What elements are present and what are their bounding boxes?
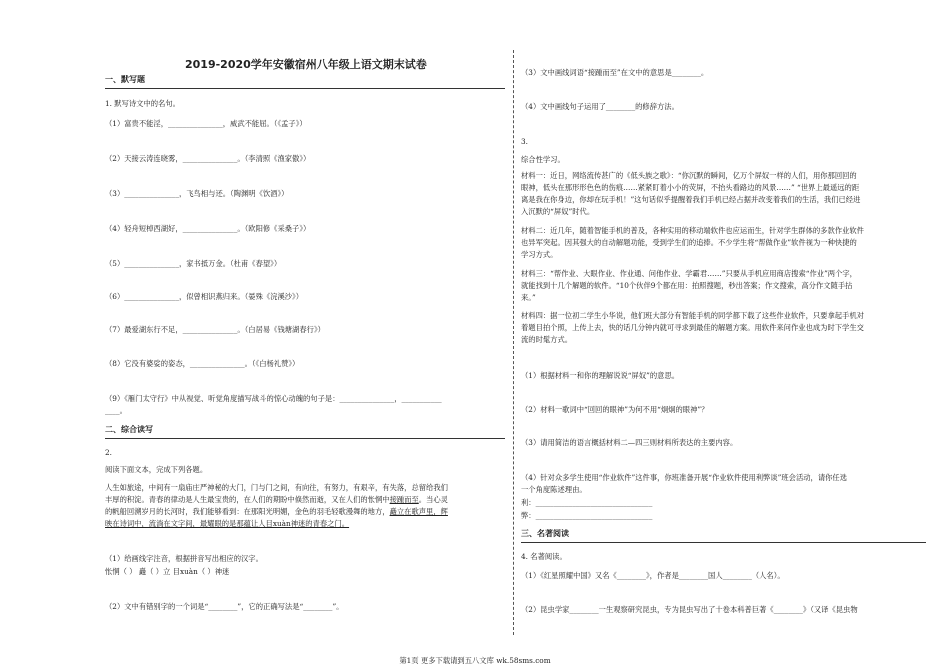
page-title: 2019-2020学年安徽宿州八年级上语文期末试卷: [185, 58, 427, 71]
q2-sub-3: （3）文中画线词语“接踵而至”在文中的意思是________。: [521, 68, 709, 77]
section-heading-dictation: 一、默写题: [105, 75, 145, 84]
q3-material-1-line: 材料一：近日，网络流传甚广的《低头族之歌》：“你沉默的瞬间，亿万个屏奴一样的人们，用你那回回的: [521, 171, 857, 180]
q1-item-3: （3）_______________，飞鸟相与还。（陶渊明《饮酒》）: [105, 189, 289, 198]
section-rule: [521, 542, 926, 543]
q1-item-8: （8）它没有婆娑的姿态，_______________。（《白杨礼赞》）: [105, 359, 300, 368]
q3-material-2-line: 也异军突起。因其强大的自动解题功能，受到学生们的追捧。不少学生将“帮做作业”软件视为一种快捷的: [521, 238, 857, 247]
section-heading-classics: 三、名著阅读: [521, 529, 569, 538]
section-rule: [105, 88, 505, 89]
q2-passage-line: 人生如旅途，中间有一扇庙庄严神秘的大门，门与门之间，有向往，有努力，有艰辛，有失落，总留给我们: [105, 483, 448, 492]
q3-material-3-line: 材料三：“帮作业、大眼作业、作业通、问他作业、学霸君……”只要从手机应用商店搜索“作业”两个字，: [521, 269, 857, 278]
underlined-sentence: 矗立在歌声里，辉: [389, 507, 448, 516]
q2-sub-1: （1）给画线字注音，根据拼音写出相应的汉字。: [105, 554, 263, 563]
q3-material-1-line: 入沉默的“屏奴”时代。: [521, 207, 595, 216]
q3-material-1-line: 离是我在你身边，你却在玩手机！”这句话似乎提醒着我们手机已经占据并改变着我们的生活，我们已经进: [521, 195, 861, 204]
question-1-stem: 1. 默写诗文中的名句。: [105, 99, 180, 108]
q3-sub-2: （2）材料一歌词中“回回的眼神”为何不用“炯炯的眼神”？: [521, 405, 709, 414]
q2-passage-line: 丰厚的积淀。青春的律动是人生最宝贵的，在人们的期盼中倏然而逝，又在人们的怅惘中接踵而至。当心灵: [105, 495, 448, 504]
q3-sub-1: （1）根据材料一和你的理解说说“屏奴”的意思。: [521, 371, 680, 380]
q3-heading: 综合性学习。: [521, 155, 565, 164]
page-footer: 第1页 更多下载请到五八文库 wk.58sms.com: [399, 656, 551, 665]
q4-sub-1: （1）《红星照耀中国》又名《________》，作者是________国人________（人名）。: [521, 571, 785, 580]
q3-material-2-line: 学习方式。: [521, 250, 558, 259]
section-rule: [105, 438, 505, 439]
question-3-number: 3.: [521, 137, 528, 146]
q1-item-2: （2）天接云涛连晓雾，_______________。（李清照《渔家傲》）: [105, 154, 311, 163]
q1-item-1: （1）富贵不能淫，_______________，威武不能屈。（《孟子》）: [105, 119, 307, 128]
q2-passage-line-underlined: 映在诗词中，流淌在文字间，最耀眼的是那蕴让人目xuàn神迷的青春之门。: [105, 519, 350, 528]
q2-sub-1-blanks: 怅惘（ ） 矗（ ）立 目xuàn（ ）神迷: [105, 567, 230, 576]
q4-sub-2: （2）昆虫学家________一生观察研究昆虫，专为昆虫写出了十卷本科普巨著《________》（又译《昆虫物: [521, 605, 858, 614]
q2-sub-2: （2）文中有错别字的一个词是“________”，它的正确写法是“________”。: [105, 602, 344, 611]
q3-material-4-line: 着题目拍个照，上传上去，快的话几分钟内就可寻求到最佳的解题方案。用软件来问作业也成为时下学生交: [521, 323, 864, 332]
q3-material-1-line: 眼神，低头在那形形色色的伤痕……紧紧盯着小小的荧屏，不抬头看路边的风景……” “世界上最遥远的距: [521, 183, 860, 192]
q3-sub-3: （3）请用简洁的语言概括材料二—四三则材料所表达的主要内容。: [521, 438, 738, 447]
q3-material-2-line: 材料二：近几年，随着智能手机的普及，各种实用的移动端软件也应运而生，针对学生群体的多款作业软件: [521, 226, 864, 235]
q3-pro-line: 利：________________________________: [521, 498, 653, 507]
question-4-stem: 4. 名著阅读。: [521, 552, 567, 561]
q3-sub-4-cont: 一个角度陈述理由。: [521, 485, 587, 494]
q1-item-4: （4）轻舟短棹西湖好，_______________。（欧阳修《采桑子》）: [105, 224, 311, 233]
section-heading-reading: 二、综合读写: [105, 425, 153, 434]
q1-item-7: （7）最爱湖东行不足，_______________。（白居易《钱塘湖春行》）: [105, 325, 325, 334]
q3-material-3-line: 就能找到十几个解题的软件。“10个伙伴9个都在用：拍照搜题，秒出答案；作文搜索，高分作文随手拈: [521, 281, 853, 290]
q1-item-9: （9）《雁门太守行》中从视觉、听觉角度描写战斗的惊心动魄的句子是：_______________，___________: [105, 394, 442, 403]
q3-material-4-line: 材料四：据一位初二学生小华说，他们班大部分有智能手机的同学都下载了这些作业软件，只要拿起手机对: [521, 311, 864, 320]
q1-item-5: （5）_______________，家书抵万金。（杜甫《春望》）: [105, 259, 282, 268]
q2-instruction: 阅读下面文本，完成下列各题。: [105, 465, 208, 474]
q3-material-4-line: 流的时髦方式。: [521, 335, 573, 344]
q1-item-6: （6）_______________，似曾相识燕归来。（晏殊《浣溪沙》）: [105, 292, 304, 301]
q3-sub-4: （4）针对众多学生使用“作业软件”这件事，你班准备开展“作业软件使用利弊谈”班会活动，请你任选: [521, 473, 848, 482]
question-2-number: 2.: [105, 448, 112, 457]
q2-sub-4: （4）文中画线句子运用了________的修辞方法。: [521, 102, 679, 111]
underlined-word: 接踵而至: [389, 495, 419, 504]
q2-passage-line: 的帆船回溯岁月的长河时，我们能够看到：在那阳光明媚，金色的羽毛轻歌漫舞的地方，矗立在歌声里，辉: [105, 507, 448, 516]
q1-item-9-tail: ____。: [105, 406, 127, 415]
q3-con-line: 弊：________________________________: [521, 511, 653, 520]
column-divider: [513, 50, 514, 635]
q3-material-3-line: 来。”: [521, 293, 536, 302]
